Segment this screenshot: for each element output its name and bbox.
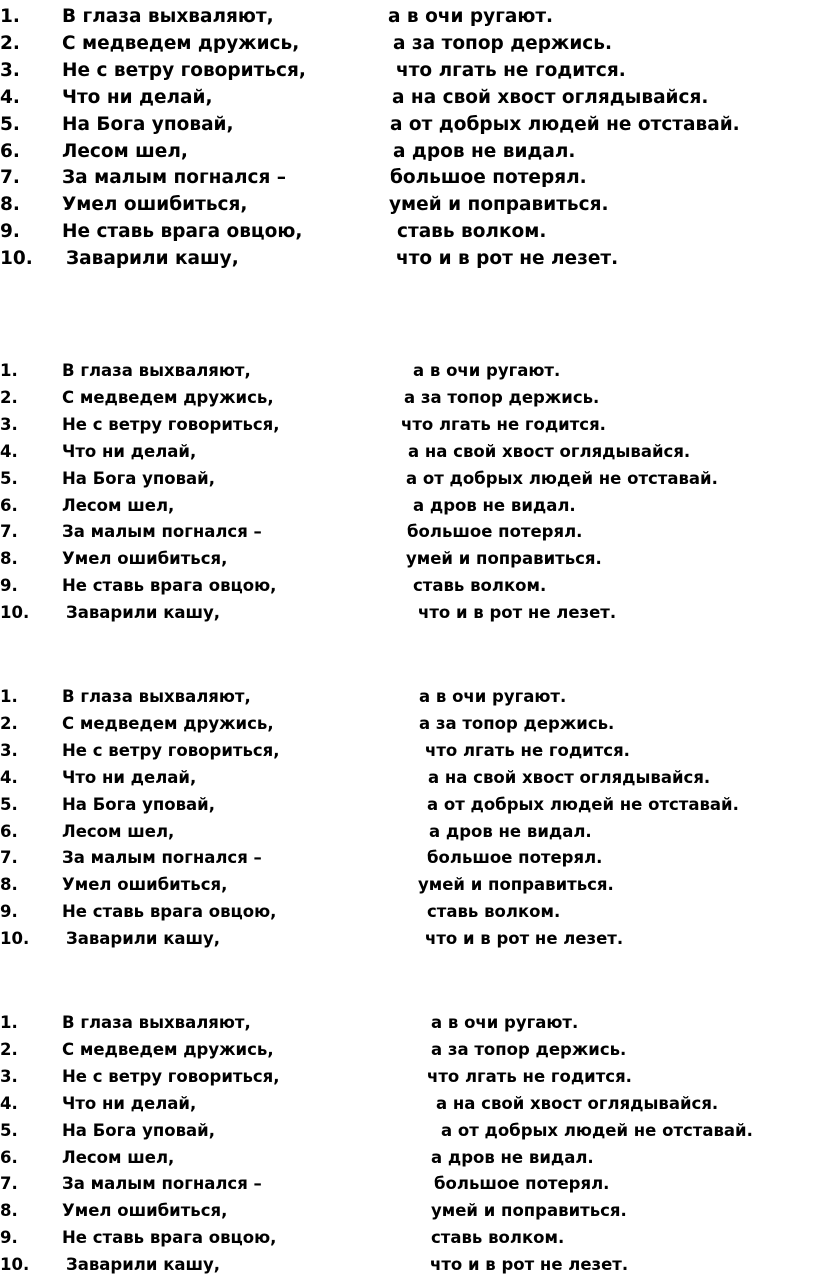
proverb-first-half: В глаза выхваляют, bbox=[62, 687, 251, 706]
proverb-first-half: Умел ошибиться, bbox=[62, 549, 228, 569]
line-number: 6. bbox=[0, 1147, 18, 1167]
proverb-second-half: умей и поправиться. bbox=[431, 1201, 627, 1221]
line-number: 3. bbox=[0, 1066, 18, 1086]
line-number: 6. bbox=[0, 140, 20, 162]
proverb-line bbox=[0, 139, 816, 165]
proverb-line bbox=[0, 439, 816, 465]
line-number: 2. bbox=[0, 1039, 18, 1059]
proverb-first-half: Лесом шел, bbox=[62, 1147, 175, 1167]
line-number: 8. bbox=[0, 1201, 18, 1221]
proverb-line bbox=[0, 1037, 816, 1063]
proverb-second-half: а от добрых людей не отставай. bbox=[441, 1120, 753, 1140]
line-number: 5. bbox=[0, 468, 18, 488]
proverb-second-half: а за топор держись. bbox=[404, 387, 600, 407]
proverb-second-half: умей и поправиться. bbox=[418, 875, 614, 895]
line-number: 3. bbox=[0, 59, 20, 81]
proverb-second-half: а в очи ругают. bbox=[431, 1013, 579, 1032]
line-number: 7. bbox=[0, 522, 18, 542]
proverb-line bbox=[0, 412, 816, 438]
proverb-first-half: Заварили кашу, bbox=[66, 929, 221, 949]
proverb-second-half: ставь волком. bbox=[427, 902, 561, 922]
proverb-second-half: ставь волком. bbox=[431, 1228, 565, 1248]
proverb-second-half: а в очи ругают. bbox=[419, 687, 567, 706]
proverb-first-half: С медведем дружись, bbox=[62, 32, 300, 54]
proverb-first-half: С медведем дружись, bbox=[62, 1039, 274, 1059]
line-number: 4. bbox=[0, 767, 18, 787]
proverb-line bbox=[0, 546, 816, 572]
proverb-second-half: что лгать не годится. bbox=[427, 1066, 632, 1086]
line-number: 5. bbox=[0, 794, 18, 814]
proverb-second-half: умей и поправиться. bbox=[406, 549, 602, 569]
proverb-line bbox=[0, 573, 816, 599]
proverb-line bbox=[0, 1145, 816, 1171]
proverb-second-half: а на свой хвост оглядывайся. bbox=[408, 441, 691, 461]
line-number: 1. bbox=[0, 361, 18, 380]
proverb-line bbox=[0, 845, 816, 871]
proverb-first-half: За малым погнался – bbox=[62, 522, 262, 542]
proverb-first-half: С медведем дружись, bbox=[62, 713, 274, 733]
proverb-second-half: что и в рот не лезет. bbox=[430, 1255, 629, 1275]
proverb-first-half: На Бога уповай, bbox=[62, 794, 215, 814]
proverb-first-half: Умел ошибиться, bbox=[62, 194, 248, 216]
line-number: 4. bbox=[0, 441, 18, 461]
proverb-second-half: что лгать не годится. bbox=[425, 740, 630, 760]
proverb-second-half: а за топор держись. bbox=[419, 713, 615, 733]
proverb-first-half: За малым погнался – bbox=[62, 848, 262, 868]
proverb-line bbox=[0, 112, 816, 138]
proverb-first-half: На Бога уповай, bbox=[62, 468, 215, 488]
proverb-first-half: Не с ветру говориться, bbox=[62, 59, 306, 81]
proverb-line bbox=[0, 85, 816, 111]
proverb-first-half: Лесом шел, bbox=[62, 140, 188, 162]
line-number: 3. bbox=[0, 740, 18, 760]
proverb-line bbox=[0, 792, 816, 818]
line-number: 7. bbox=[0, 1174, 18, 1194]
proverb-second-half: а на свой хвост оглядывайся. bbox=[392, 86, 709, 108]
proverb-second-half: а дров не видал. bbox=[393, 140, 576, 162]
proverb-line bbox=[0, 4, 816, 30]
proverb-first-half: Умел ошибиться, bbox=[62, 1201, 228, 1221]
proverb-line bbox=[0, 58, 816, 84]
proverb-first-half: За малым погнался – bbox=[62, 1174, 262, 1194]
proverb-second-half: большое потерял. bbox=[390, 167, 587, 189]
proverb-second-half: а в очи ругают. bbox=[388, 6, 554, 27]
proverb-line bbox=[0, 872, 816, 898]
line-number: 7. bbox=[0, 167, 20, 189]
proverb-second-half: что лгать не годится. bbox=[401, 414, 606, 434]
proverb-second-half: умей и поправиться. bbox=[389, 194, 609, 216]
line-number: 9. bbox=[0, 221, 20, 243]
line-number: 6. bbox=[0, 821, 18, 841]
proverb-first-half: Не ставь врага овцою, bbox=[62, 221, 303, 243]
proverb-line bbox=[0, 684, 816, 710]
line-number: 9. bbox=[0, 1228, 18, 1248]
proverb-second-half: а в очи ругают. bbox=[413, 361, 561, 380]
proverb-first-half: Лесом шел, bbox=[62, 821, 175, 841]
proverb-second-half: а за топор держись. bbox=[431, 1039, 627, 1059]
proverb-line bbox=[0, 899, 816, 925]
proverb-line bbox=[0, 738, 816, 764]
proverb-line bbox=[0, 246, 816, 272]
proverb-first-half: Заварили кашу, bbox=[66, 1255, 221, 1275]
proverb-second-half: а дров не видал. bbox=[431, 1147, 594, 1167]
proverb-second-half: что и в рот не лезет. bbox=[396, 248, 619, 270]
proverb-first-half: За малым погнался – bbox=[62, 167, 287, 189]
proverb-line bbox=[0, 1064, 816, 1090]
proverb-first-half: На Бога уповай, bbox=[62, 1120, 215, 1140]
proverb-first-half: Не ставь врага овцою, bbox=[62, 576, 277, 596]
line-number: 9. bbox=[0, 576, 18, 596]
proverb-line bbox=[0, 1171, 816, 1197]
line-number: 1. bbox=[0, 687, 18, 706]
proverb-first-half: Заварили кашу, bbox=[66, 603, 221, 623]
line-number: 2. bbox=[0, 713, 18, 733]
proverb-second-half: а от добрых людей не отставай. bbox=[406, 468, 718, 488]
proverb-line bbox=[0, 1198, 816, 1224]
line-number: 8. bbox=[0, 875, 18, 895]
proverb-first-half: В глаза выхваляют, bbox=[62, 6, 274, 27]
proverb-second-half: а дров не видал. bbox=[413, 495, 576, 515]
line-number: 3. bbox=[0, 414, 18, 434]
proverb-second-half: а от добрых людей не отставай. bbox=[427, 794, 739, 814]
line-number: 10. bbox=[0, 929, 30, 949]
proverb-first-half: Лесом шел, bbox=[62, 495, 175, 515]
line-number: 4. bbox=[0, 86, 20, 108]
proverb-first-half: В глаза выхваляют, bbox=[62, 1013, 251, 1032]
line-number: 10. bbox=[0, 603, 30, 623]
proverb-line bbox=[0, 1225, 816, 1251]
proverb-first-half: Заварили кашу, bbox=[66, 248, 239, 270]
proverb-second-half: а от добрых людей не отставай. bbox=[390, 113, 740, 135]
proverb-line bbox=[0, 600, 816, 626]
proverb-line bbox=[0, 358, 816, 384]
proverb-line bbox=[0, 466, 816, 492]
proverb-line bbox=[0, 493, 816, 519]
proverb-second-half: что лгать не годится. bbox=[396, 59, 626, 81]
line-number: 9. bbox=[0, 902, 18, 922]
proverb-line bbox=[0, 385, 816, 411]
line-number: 8. bbox=[0, 549, 18, 569]
proverb-first-half: Не ставь врага овцою, bbox=[62, 1228, 277, 1248]
proverb-first-half: В глаза выхваляют, bbox=[62, 361, 251, 380]
proverb-line bbox=[0, 1252, 816, 1278]
proverb-line bbox=[0, 711, 816, 737]
proverb-first-half: Что ни делай, bbox=[62, 86, 213, 108]
proverb-line bbox=[0, 819, 816, 845]
line-number: 10. bbox=[0, 248, 33, 270]
proverb-first-half: Что ни делай, bbox=[62, 1093, 197, 1113]
proverb-line bbox=[0, 1091, 816, 1117]
proverb-second-half: а на свой хвост оглядывайся. bbox=[428, 767, 711, 787]
proverb-first-half: Не с ветру говориться, bbox=[62, 414, 280, 434]
proverb-second-half: большое потерял. bbox=[427, 848, 603, 868]
proverb-second-half: что и в рот не лезет. bbox=[425, 929, 624, 949]
line-number: 10. bbox=[0, 1255, 30, 1275]
proverb-second-half: ставь волком. bbox=[413, 576, 547, 596]
proverb-line bbox=[0, 1010, 816, 1036]
line-number: 5. bbox=[0, 1120, 18, 1140]
proverb-second-half: большое потерял. bbox=[434, 1174, 610, 1194]
proverb-first-half: Не с ветру говориться, bbox=[62, 1066, 280, 1086]
line-number: 8. bbox=[0, 194, 20, 216]
proverb-first-half: На Бога уповай, bbox=[62, 113, 234, 135]
proverb-line bbox=[0, 1118, 816, 1144]
proverb-line bbox=[0, 765, 816, 791]
line-number: 1. bbox=[0, 1013, 18, 1032]
proverb-second-half: а за топор держись. bbox=[393, 32, 613, 54]
proverb-second-half: большое потерял. bbox=[407, 522, 583, 542]
proverb-line bbox=[0, 192, 816, 218]
proverb-second-half: а на свой хвост оглядывайся. bbox=[436, 1093, 719, 1113]
line-number: 1. bbox=[0, 6, 20, 27]
proverb-second-half: что и в рот не лезет. bbox=[418, 603, 617, 623]
line-number: 7. bbox=[0, 848, 18, 868]
proverb-first-half: Что ни делай, bbox=[62, 767, 197, 787]
line-number: 2. bbox=[0, 32, 20, 54]
proverb-line bbox=[0, 519, 816, 545]
proverb-second-half: ставь волком. bbox=[397, 221, 547, 243]
line-number: 2. bbox=[0, 387, 18, 407]
line-number: 6. bbox=[0, 495, 18, 515]
line-number: 4. bbox=[0, 1093, 18, 1113]
proverb-first-half: Не ставь врага овцою, bbox=[62, 902, 277, 922]
proverb-first-half: Умел ошибиться, bbox=[62, 875, 228, 895]
proverb-line bbox=[0, 31, 816, 57]
proverb-line bbox=[0, 219, 816, 245]
line-number: 5. bbox=[0, 113, 20, 135]
proverb-line bbox=[0, 926, 816, 952]
proverb-first-half: С медведем дружись, bbox=[62, 387, 274, 407]
proverb-second-half: а дров не видал. bbox=[429, 821, 592, 841]
proverb-first-half: Не с ветру говориться, bbox=[62, 740, 280, 760]
proverb-line bbox=[0, 165, 816, 191]
proverb-first-half: Что ни делай, bbox=[62, 441, 197, 461]
